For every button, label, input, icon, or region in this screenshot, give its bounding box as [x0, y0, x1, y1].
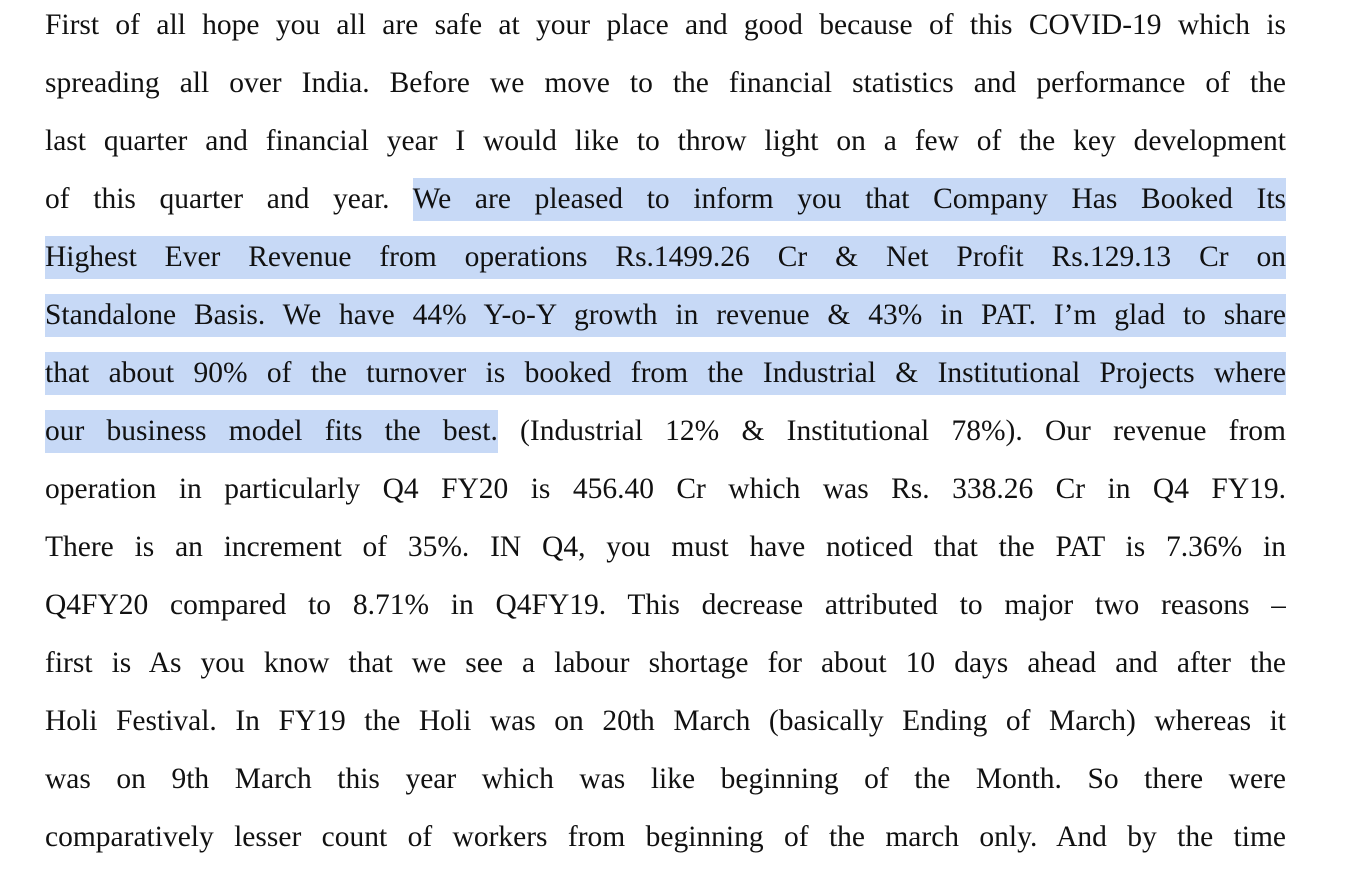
text-line — [45, 344, 1286, 402]
selected-text[interactable]: that about 90% of the turnover is booked from the Industrial & Institutional Projects where — [45, 352, 1286, 395]
text-line — [45, 460, 1286, 518]
text-line — [45, 518, 1286, 576]
line-text: operation in particularly Q4 FY20 is 456.40 Cr which was Rs. 338.26 Cr in Q4 FY19. — [45, 473, 1286, 505]
line-text: spreading all over India. Before we move to the financial statistics and performance of the — [45, 67, 1286, 99]
selected-text[interactable]: We are pleased to inform you that Company Has Booked Its — [413, 178, 1286, 221]
text-line — [45, 750, 1286, 808]
line-text: Q4FY20 compared to 8.71% in Q4FY19. This decrease attributed to major two reasons – — [45, 589, 1286, 621]
line-text: Holi Festival. In FY19 the Holi was on 20th March (basically Ending of March) whereas it — [45, 705, 1286, 737]
line-text: last quarter and financial year I would like to throw light on a few of the key development — [45, 125, 1286, 157]
document-page — [45, 0, 1286, 866]
line-text: of this quarter and year. — [45, 183, 413, 215]
line-text: first is As you know that we see a labour shortage for about 10 days ahead and after the — [45, 647, 1286, 679]
selected-text[interactable]: our business model fits the best. — [45, 410, 498, 453]
line-text: There is an increment of 35%. IN Q4, you must have noticed that the PAT is 7.36% in — [45, 531, 1286, 563]
line-text: comparatively lesser count of workers from beginning of the march only. And by the time — [45, 821, 1286, 853]
selected-text[interactable]: Standalone Basis. We have 44% Y-o-Y growth in revenue & 43% in PAT. I’m glad to share — [45, 294, 1286, 337]
text-line — [45, 634, 1286, 692]
document-text-body[interactable] — [45, 0, 1286, 866]
text-line — [45, 808, 1286, 866]
text-line — [45, 402, 1286, 460]
text-line — [45, 228, 1286, 286]
selected-text[interactable]: Highest Ever Revenue from operations Rs.1499.26 Cr & Net Profit Rs.129.13 Cr on — [45, 236, 1286, 279]
line-text: was on 9th March this year which was like beginning of the Month. So there were — [45, 763, 1286, 795]
line-text: (Industrial 12% & Institutional 78%). Our revenue from — [497, 415, 1286, 447]
text-line — [45, 286, 1286, 344]
text-line — [45, 0, 1286, 54]
text-line — [45, 576, 1286, 634]
text-line — [45, 54, 1286, 112]
text-line — [45, 112, 1286, 170]
text-line — [45, 170, 1286, 228]
line-text: First of all hope you all are safe at your place and good because of this COVID-19 which is — [45, 9, 1286, 41]
text-line — [45, 692, 1286, 750]
